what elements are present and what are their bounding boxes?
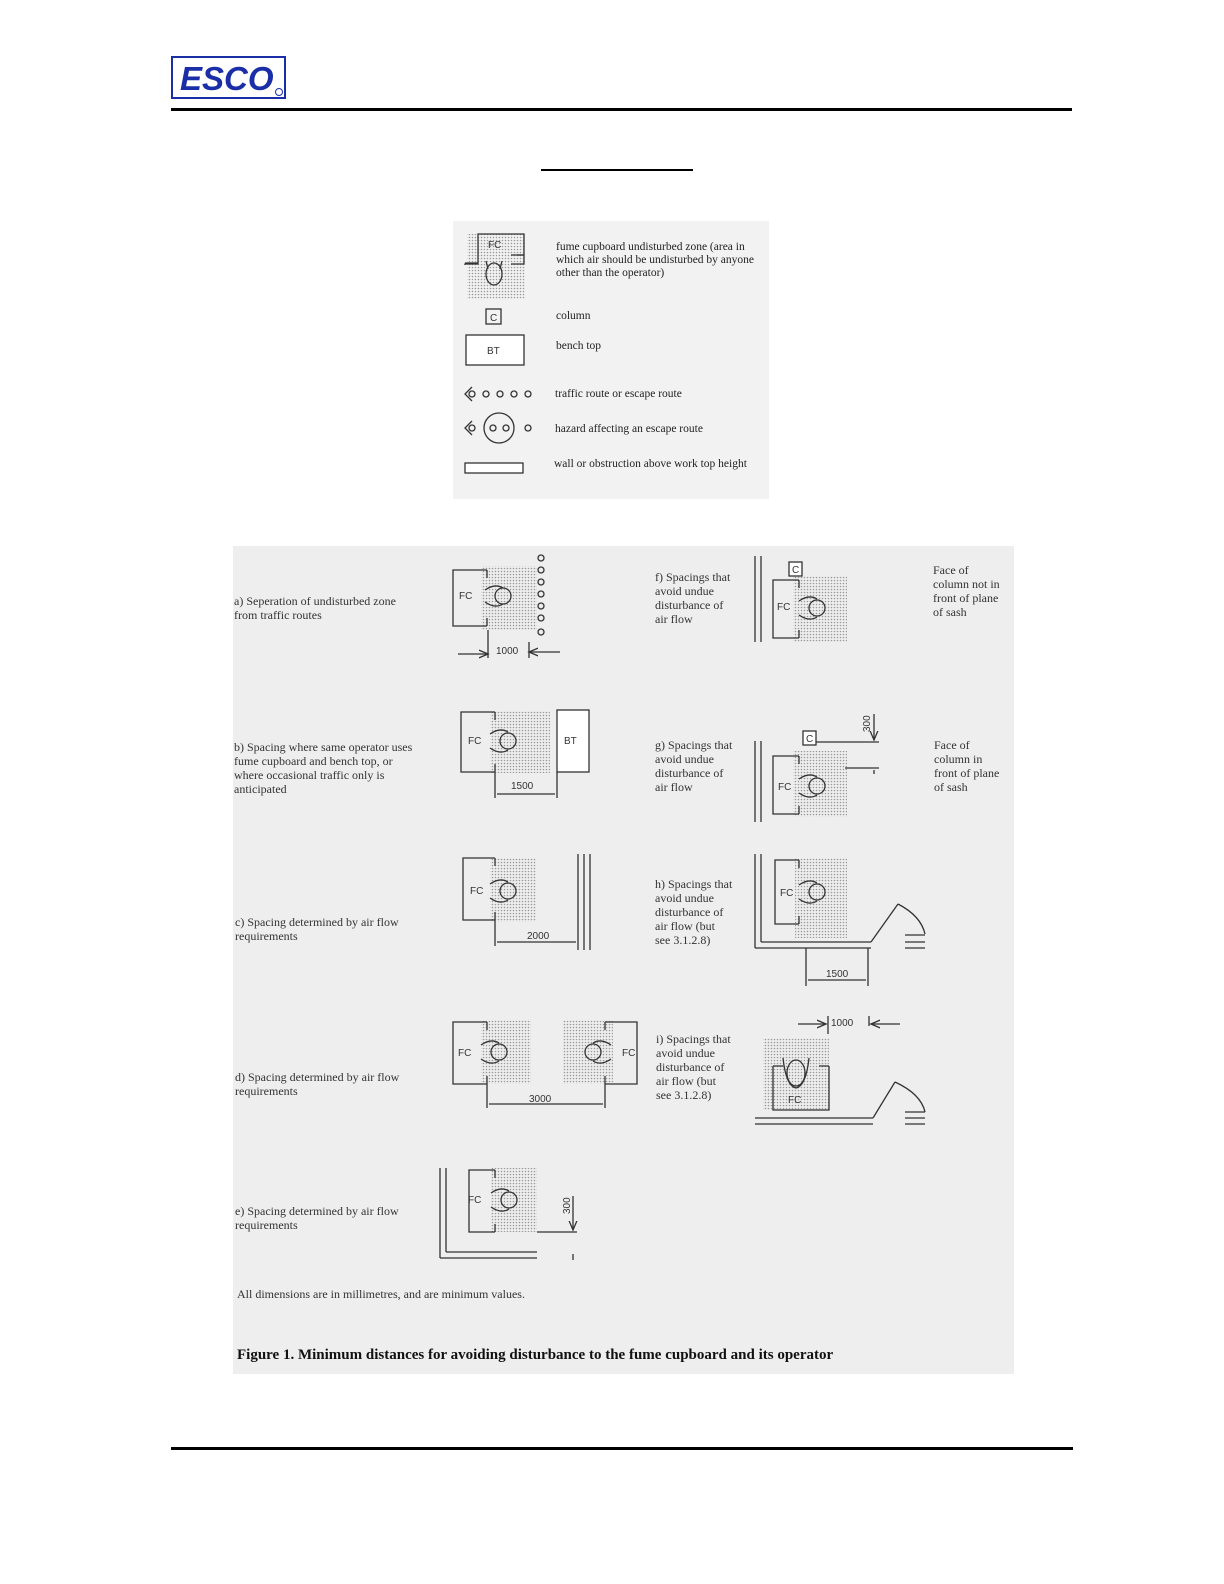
- panel-i-caption: i) Spacings that avoid undue disturbance of air flow (but see 3.1.2.8): [656, 1032, 731, 1102]
- panel-g-note: Face of column in front of plane of sash: [934, 738, 1000, 794]
- panel-d-dimension: 3000: [529, 1094, 552, 1105]
- panel-a-dimension: 1000: [496, 646, 519, 657]
- legend-traffic-route-symbol: [465, 387, 531, 401]
- legend-traffic-route-text: traffic route or escape route: [555, 388, 682, 400]
- legend-fc-symbol: [465, 234, 525, 299]
- panel-g-fc-label: FC: [778, 782, 792, 793]
- panel-e-caption: e) Spacing determined by air flow requirements: [235, 1204, 399, 1232]
- legend-fc-text: fume cupboard undisturbed zone (area in which air should be undisturbed by anyone other than the operator): [556, 241, 755, 279]
- legend-bench-top-text: bench top: [556, 340, 602, 352]
- panel-i-dimension: 1000: [831, 1018, 854, 1029]
- panel-d-fc-label-left: FC: [458, 1048, 472, 1059]
- figure-diagram: [233, 546, 1014, 1374]
- panel-c-caption: c) Spacing determined by air flow requirements: [235, 915, 399, 943]
- panel-h-caption: h) Spacings that avoid undue disturbance of air flow (but see 3.1.2.8): [655, 877, 733, 947]
- legend-wall-symbol: [465, 463, 523, 473]
- units-note: All dimensions are in millimetres, and are minimum values.: [237, 1287, 525, 1301]
- panel-i-fc-label: FC: [788, 1095, 802, 1106]
- legend-column-text: column: [556, 310, 591, 322]
- panel-g-dimension: 300: [862, 715, 873, 732]
- legend-c-label: C: [490, 313, 498, 324]
- company-logo: [171, 56, 286, 99]
- panel-e-dimension: 300: [562, 1197, 573, 1214]
- legend-bt-label: BT: [487, 346, 500, 357]
- logo-text: ESCO: [180, 60, 274, 97]
- panel-h-fc-label: FC: [780, 888, 794, 899]
- panel-f-note: Face of column not in front of plane of sash: [933, 563, 1000, 619]
- figure-panel: [233, 546, 1014, 1374]
- panel-f-fc-label: FC: [777, 602, 791, 613]
- panel-e-diagram: [440, 1168, 577, 1260]
- legend-bench-top-symbol: [466, 335, 524, 365]
- figure-caption: Figure 1. Minimum distances for avoiding disturbance to the fume cupboard and its operator: [237, 1347, 834, 1363]
- panel-b-caption: b) Spacing where same operator uses fume cupboard and bench top, or where occasional traffic only is anticipated: [234, 740, 413, 796]
- panel-h-diagram: [755, 854, 925, 986]
- panel-b-dimension: 1500: [511, 781, 534, 792]
- title-underline: [541, 169, 693, 171]
- panel-e-fc-label: FC: [468, 1195, 482, 1206]
- legend-column-symbol: [486, 309, 501, 324]
- panel-b-bt-label: BT: [564, 736, 577, 747]
- panel-a-fc-label: FC: [459, 591, 473, 602]
- legend-hazard-symbol: [465, 413, 531, 443]
- panel-f-diagram: [755, 556, 847, 642]
- panel-g-caption: g) Spacings that avoid undue disturbance of air flow: [655, 738, 733, 794]
- legend-fc-label: FC: [488, 240, 502, 251]
- panel-b-fc-label: FC: [468, 736, 482, 747]
- panel-d-fc-label-right: FC: [622, 1048, 636, 1059]
- panel-c-fc-label: FC: [470, 886, 484, 897]
- panel-a-diagram: [453, 555, 560, 658]
- panel-f-caption: f) Spacings that avoid undue disturbance of air flow: [655, 570, 731, 626]
- panel-h-dimension: 1500: [826, 969, 849, 980]
- panel-g-diagram: [755, 714, 879, 822]
- panel-c-dimension: 2000: [527, 931, 550, 942]
- panel-d-caption: d) Spacing determined by air flow requirements: [235, 1070, 400, 1098]
- header-rule: [171, 108, 1072, 111]
- panel-a-caption: a) Seperation of undisturbed zone from traffic routes: [234, 594, 396, 622]
- legend-wall-text: wall or obstruction above work top height: [554, 458, 747, 470]
- legend-panel: [453, 221, 769, 499]
- panel-f-c-label: C: [792, 565, 800, 576]
- panel-g-c-label: C: [806, 734, 814, 745]
- footer-rule: [171, 1447, 1073, 1450]
- panel-i-diagram: [755, 1016, 925, 1124]
- legend-hazard-text: hazard affecting an escape route: [555, 423, 703, 435]
